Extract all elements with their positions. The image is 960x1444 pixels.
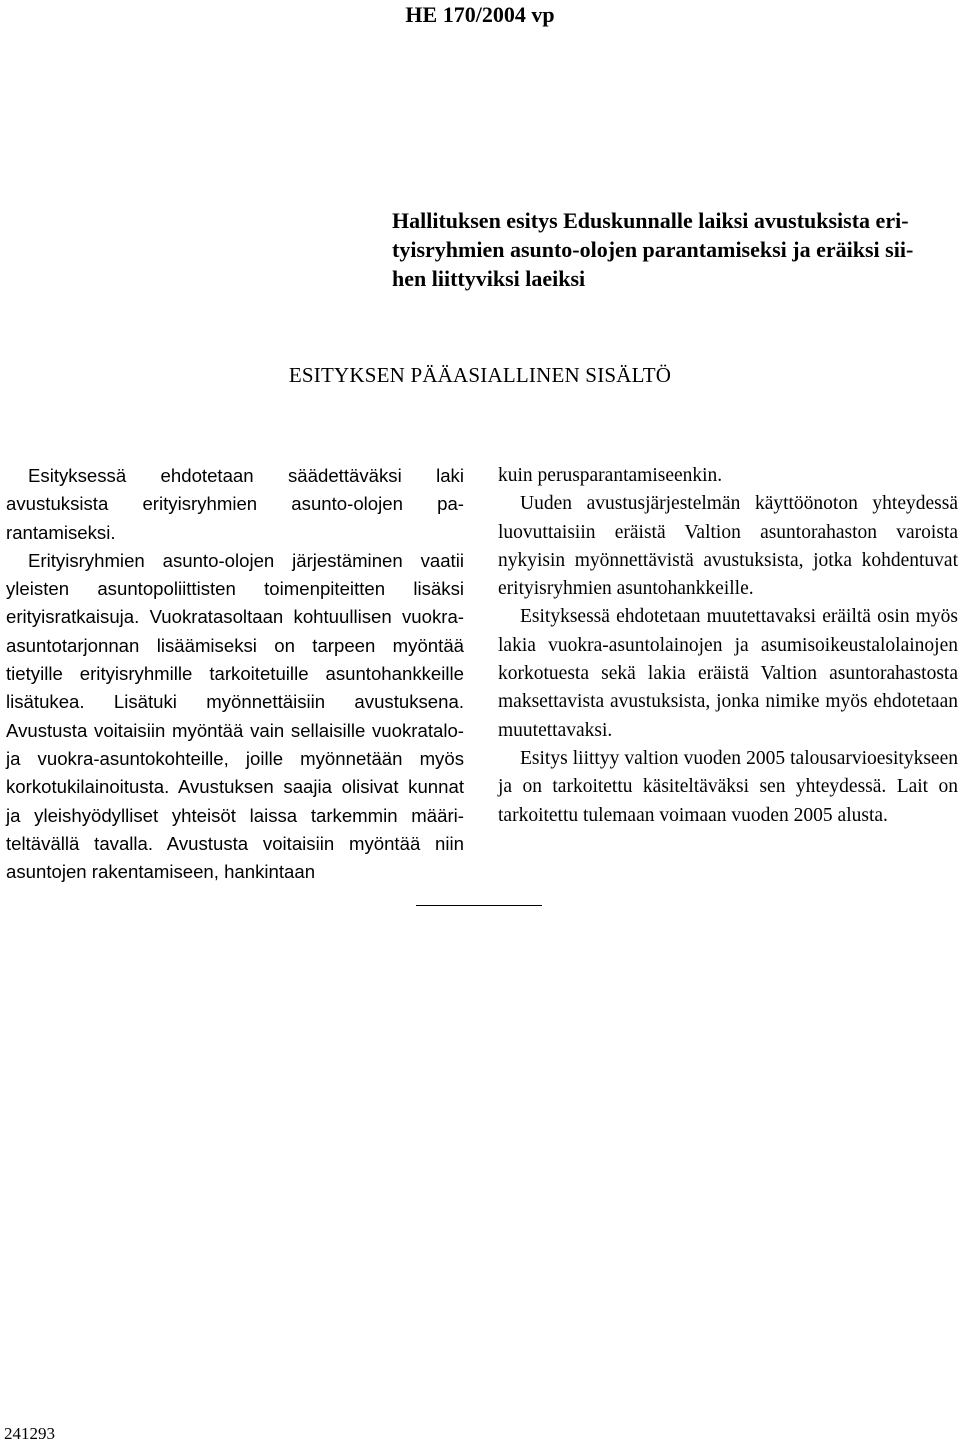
title-line: Hallituksen esitys Eduskunnalle laiksi avustuksista eri- [392,208,909,233]
title-line: hen liittyviksi laeiksi [392,266,586,291]
document-title [392,206,956,293]
summary-heading: ESITYKSEN PÄÄASIALLINEN SISÄLTÖ [288,363,672,387]
title-line: tyisryhmien asunto-olojen parantamiseksi ja eräiksi sii- [392,237,914,262]
footer-number: 241293 [4,1424,55,1443]
left-column [6,462,464,886]
paragraph: kuin perusparantamiseenkin. [498,465,723,486]
paragraph: Uuden avustusjärjestelmän käyttöönoton yhteydessä luovuttaisiin eräistä Valtion asuntorahaston varoista nykyisin myönnettävistä avustuksista, jotka kohdentuvat erityisryhmien asuntohankkeille. [498,493,958,600]
paragraph: Esityksessä ehdotetaan muutettavaksi eräiltä osin myös lakia vuokra-asuntolainojen ja asumisoikeustalolainojen korkotuesta sekä lakia eräistä Valtion asuntorahastosta maksettavista avustuksista, jonka nimike myös ehdotetaan muutettavaksi. [498,606,958,741]
paragraph: Esitys liittyy valtion vuoden 2005 talousarvioesitykseen ja on tarkoitettu käsiteltäväksi sen yhteydessä. Lait on tarkoitettu tulemaan voimaan vuoden 2005 alusta. [498,747,958,826]
paragraph: Esityksessä ehdotetaan säädettäväksi laki avustuksista erityisryhmien asunto-olojen parantamiseksi. [6,465,464,543]
section-end-rule [416,905,542,906]
document-id: HE 170/2004 vp [405,2,555,27]
right-column [498,462,958,830]
paragraph: Erityisryhmien asunto-olojen järjestäminen vaatii yleisten asuntopoliittisten toimenpiteitten lisäksi erityisratkaisuja. Vuokratasoltaan kohtuullisen vuokra-asuntotarjonnan lisäämiseksi on tarpeen myöntää tietyille erityisryhmille tarkoitetuille asuntohankkeille lisätukea. Lisätuki myönnettäisiin avustuksena. Avustusta voitaisiin myöntää vain sellaisille vuokratalo- ja vuokra-asuntokohteille, joille myönnetään myös korkotukilainoitusta. Avustuksen saajia olisivat kunnat ja yleishyödylliset yhteisöt laissa tarkemmin määriteltävällä tavalla. Avustusta voitaisiin myöntää niin asuntojen rakentamiseen, hankintaan [6,549,464,883]
